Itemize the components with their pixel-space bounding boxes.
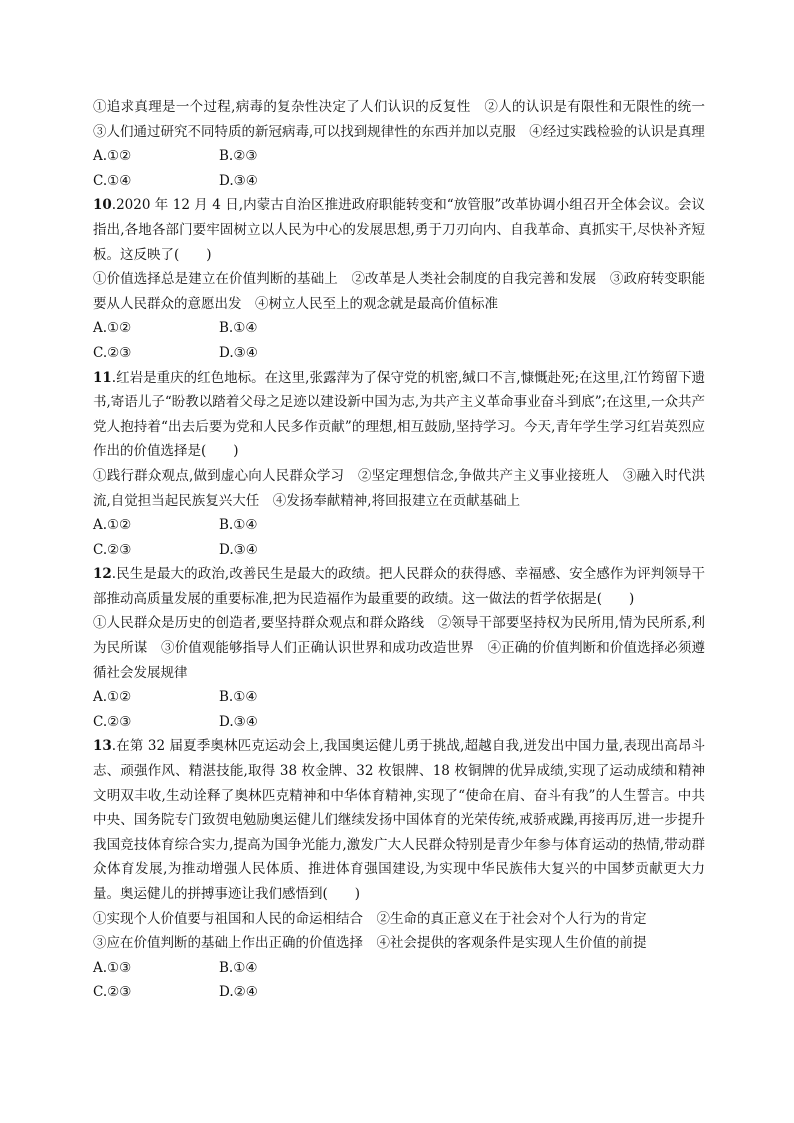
options-row (93, 144, 705, 169)
option-c[interactable]: C.②③ (93, 713, 132, 730)
option-c[interactable]: C.②③ (93, 984, 132, 1001)
options-row (93, 169, 705, 194)
question-text: .在第 32 届夏季奥林匹克运动会上,我国奥运健儿勇于挑战,超越自我,迸发出中国力量,表现出高昂斗志、顽强作风、精湛技能,取得 38 枚金牌、32 枚银牌、18 枚铜牌的优异成绩,实现了运动成绩和精神文明双丰收,生动诠释了奥林匹克精神和中华体育精神,实现了“使命在肩、奋斗有我”的人生誓言。中共中央、国务院专门致贺电勉励奥运健儿们继续发扬中国体育的光荣传统,戒骄戒躁,再接再厉,进一步提升我国竞技体育综合实力,提高为国争光能力,激发广大人民群众特别是青少年参与体育运动的热情,带动群众体育发展,为推动增强人民体质、推进体育强国建设,为实现中华民族伟大复兴的中国梦贡献更大力量。奥运健儿的拼搏事迹让我们感悟到( ) (93, 738, 705, 902)
question-10 (93, 193, 705, 365)
question-9-statements: ①追求真理是一个过程,病毒的复杂性决定了人们认识的反复性 ②人的认识是有限性和无限性的统一 ③人们通过研究不同特质的新冠病毒,可以找到规律性的东西并加以克服 ④经过实践检验的认识是真理 (93, 99, 719, 140)
option-a[interactable]: A.①② (93, 320, 132, 337)
question-statements: ①人民群众是历史的创造者,要坚持群众观点和群众路线 ②领导干部要坚持权为民所用,情为民所系,利为民所谋 ③价值观能够指导人们正确认识世界和成功改造世界 ④正确的价值判断和价值选择必须遵循社会发展规律 (93, 615, 705, 681)
question-content (93, 95, 719, 1005)
question-number: 11 (93, 369, 112, 386)
question-13 (93, 734, 705, 1005)
question-statements: ①践行群众观点,做到虚心向人民群众学习 ②坚定理想信念,争做共产主义事业接班人 ③融入时代洪流,自觉担当起民族复兴大任 ④发扬奉献精神,将回报建立在贡献基础上 (93, 467, 705, 509)
option-d[interactable]: D.③④ (219, 172, 258, 189)
option-a[interactable]: A.①② (93, 517, 132, 534)
question-number: 12 (93, 566, 112, 583)
question-stem (93, 562, 705, 611)
option-d[interactable]: D.③④ (219, 713, 258, 730)
option-b[interactable]: B.①④ (219, 689, 258, 706)
question-statement-line: ①实现个人价值要与祖国和人民的命运相结合 ②生命的真正意义在于社会对个人行为的肯定 (93, 910, 647, 927)
question-text: .2020 年 12 月 4 日,内蒙古自治区推进政府职能转变和“放管服”改革协调小组召开全体会议。会议指出,各地各部门要牢固树立以人民为中心的发展思想,勇于刀刃向内、自我革命、真抓实干,尽快补齐短板。这反映了( ) (93, 197, 705, 263)
options-row (93, 341, 705, 366)
question-9-tail (93, 95, 719, 193)
question-stem (93, 366, 705, 464)
options-row (93, 710, 705, 735)
option-a[interactable]: A.①② (93, 148, 132, 165)
option-a[interactable]: A.①② (93, 689, 132, 706)
question-statement-line: ③应在价值判断的基础上作出正确的价值选择 ④社会提供的客观条件是实现人生价值的前提 (93, 935, 647, 952)
question-number: 10 (93, 197, 112, 214)
options-row (93, 956, 705, 981)
question-text: .红岩是重庆的红色地标。在这里,张露萍为了保守党的机密,缄口不言,慷慨赴死;在这里,江竹筠留下遗书,寄语儿子“盼教以踏着父母之足迹以建设新中国为志,为共产主义革命事业奋斗到底”;在这里,一众共产党人抱持着“出去后要为党和人民多作贡献”的理想,相互鼓励,坚持学习。今天,青年学生学习红岩英烈应作出的价值选择是( ) (93, 369, 705, 460)
options-row (93, 980, 705, 1005)
question-stem (93, 734, 705, 906)
option-b[interactable]: B.①④ (219, 959, 258, 976)
options-row (93, 513, 705, 538)
question-number: 13 (93, 738, 112, 755)
option-c[interactable]: C.②③ (93, 541, 132, 558)
question-stem (93, 193, 705, 267)
option-a[interactable]: A.①③ (93, 959, 132, 976)
option-d[interactable]: D.②④ (219, 984, 258, 1001)
options-row (93, 685, 705, 710)
question-11 (93, 366, 705, 563)
options-row (93, 316, 705, 341)
option-b[interactable]: B.①④ (219, 320, 258, 337)
option-b[interactable]: B.①④ (219, 517, 258, 534)
question-text: .民生是最大的政治,改善民生是最大的政绩。把人民群众的获得感、幸福感、安全感作为评判领导干部推动高质量发展的重要标准,把为民造福作为最重要的政绩。这一做法的哲学依据是( ) (93, 566, 705, 607)
option-b[interactable]: B.②③ (219, 148, 258, 165)
option-d[interactable]: D.③④ (219, 344, 258, 361)
question-12 (93, 562, 705, 734)
options-row (93, 538, 705, 563)
option-d[interactable]: D.③④ (219, 541, 258, 558)
question-statements: ①价值选择总是建立在价值判断的基础上 ②改革是人类社会制度的自我完善和发展 ③政府转变职能要从人民群众的意愿出发 ④树立人民至上的观念就是最高价值标准 (93, 271, 705, 312)
option-c[interactable]: C.②③ (93, 344, 132, 361)
option-c[interactable]: C.①④ (93, 172, 132, 189)
